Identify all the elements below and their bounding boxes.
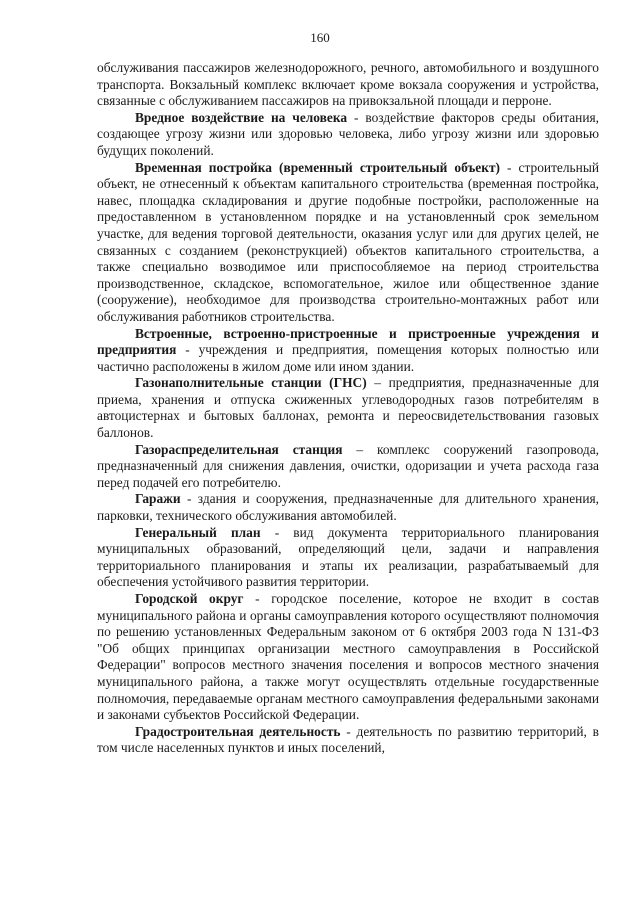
- definition-text: – комплекс сооружений газопровода, предназначенный для снижения давления, очистки, одоризации и учета расхода газа перед подачей его потребителю.: [97, 441, 599, 490]
- definition-paragraph: [97, 326, 599, 376]
- definition-term: Встроенные, встроенно-пристроенные и пристроенные учреждения и предприятия: [97, 325, 599, 358]
- definition-term: Временная постройка (временный строительный объект): [135, 159, 500, 175]
- definition-paragraph: [97, 375, 599, 441]
- definition-term: Градостроительная деятельность: [135, 723, 341, 739]
- definition-paragraph: [97, 442, 599, 492]
- definition-paragraph: [97, 491, 599, 524]
- definition-paragraph: [97, 525, 599, 591]
- definition-term: Городской округ: [135, 591, 244, 606]
- definition-term: Газонаполнительные станции (ГНС): [135, 375, 367, 391]
- definition-text: - учреждения и предприятия, помещения которых полностью или частично расположены в жилом доме или ином здании.: [97, 342, 599, 374]
- definition-text: - здания и сооружения, предназначенные для длительного хранения, парковки, технического обслуживания автомобилей.: [97, 491, 599, 524]
- definition-text: - деятельность по развитию территорий, в том числе населенных пунктов и иных поселений,: [97, 723, 599, 756]
- definition-text: - вид документа территориального планирования муниципальных образований, определяющий цели, задачи и направления территориального планирования и этапы их реализации, разрабатываемый для обеспечения устойчивого развития территории.: [97, 524, 599, 590]
- definition-paragraph: [97, 591, 599, 724]
- definition-text: - воздействие факторов среды обитания, создающее угрозу жизни или здоровью человека, либо угрозу жизни или здоровью будущих поколений.: [97, 109, 599, 158]
- definition-term: Вредное воздействие на человека: [135, 109, 348, 125]
- definition-text: – предприятия, предназначенные для приема, хранения и отпуска сжиженных углеводородных газов потребителям в автоцистернах и бытовых баллонах, ремонта и переосвидетельствования газовых баллонов.: [97, 375, 599, 441]
- definition-paragraph: [97, 724, 599, 757]
- definition-text: - строительный объект, не отнесенный к объектам капитального строительства (временная постройка, навес, площадка складирования и другие подобные постройки, расположенные на предоставленном в установленном порядке и на установленный срок земельном участке, для ведения торговой деятельности, оказания услуг или для других целей, не связанных с созданием (реконструкцией) объектов капитального строительства, а также специально возводимое или приспособляемое на период строительства производственное, складское, вспомогательное, жилое или общественное здание (сооружение), необходимое для производства строительно-монтажных работ или обслуживания работников строительства.: [97, 159, 599, 324]
- definition-text: - городское поселение, которое не входит в состав муниципального района и органы самоуправления которого осуществляют полномочия по решению установленных Федеральным законом от 6 октября 2003 года N 131-ФЗ "Об общих принципах организации местного самоуправления в Российской Федерации" вопросов местного значения поселения и вопросов местного значения муниципального района, а также могут осуществлять отдельные государственные полномочия, передаваемые органам местного самоуправления федеральными законами и законами субъектов Российской Федерации.: [97, 591, 600, 723]
- definition-term: Генеральный план: [135, 524, 261, 540]
- page-number: 160: [310, 30, 330, 45]
- definition-term: Газораспределительная станция: [135, 441, 343, 457]
- definition-paragraph: [97, 110, 599, 160]
- document-body: [97, 60, 599, 757]
- definition-term: Гаражи: [135, 491, 181, 507]
- paragraph-text: обслуживания пассажиров железнодорожного, речного, автомобильного и воздушного транспорта. Вокзальный комплекс включает кроме вокзала сооружения и устройства, связанные с обслуживанием пассажиров на привокзальной площади и перроне.: [97, 60, 599, 109]
- paragraph-continuation: [97, 60, 599, 110]
- definition-paragraph: [97, 160, 599, 326]
